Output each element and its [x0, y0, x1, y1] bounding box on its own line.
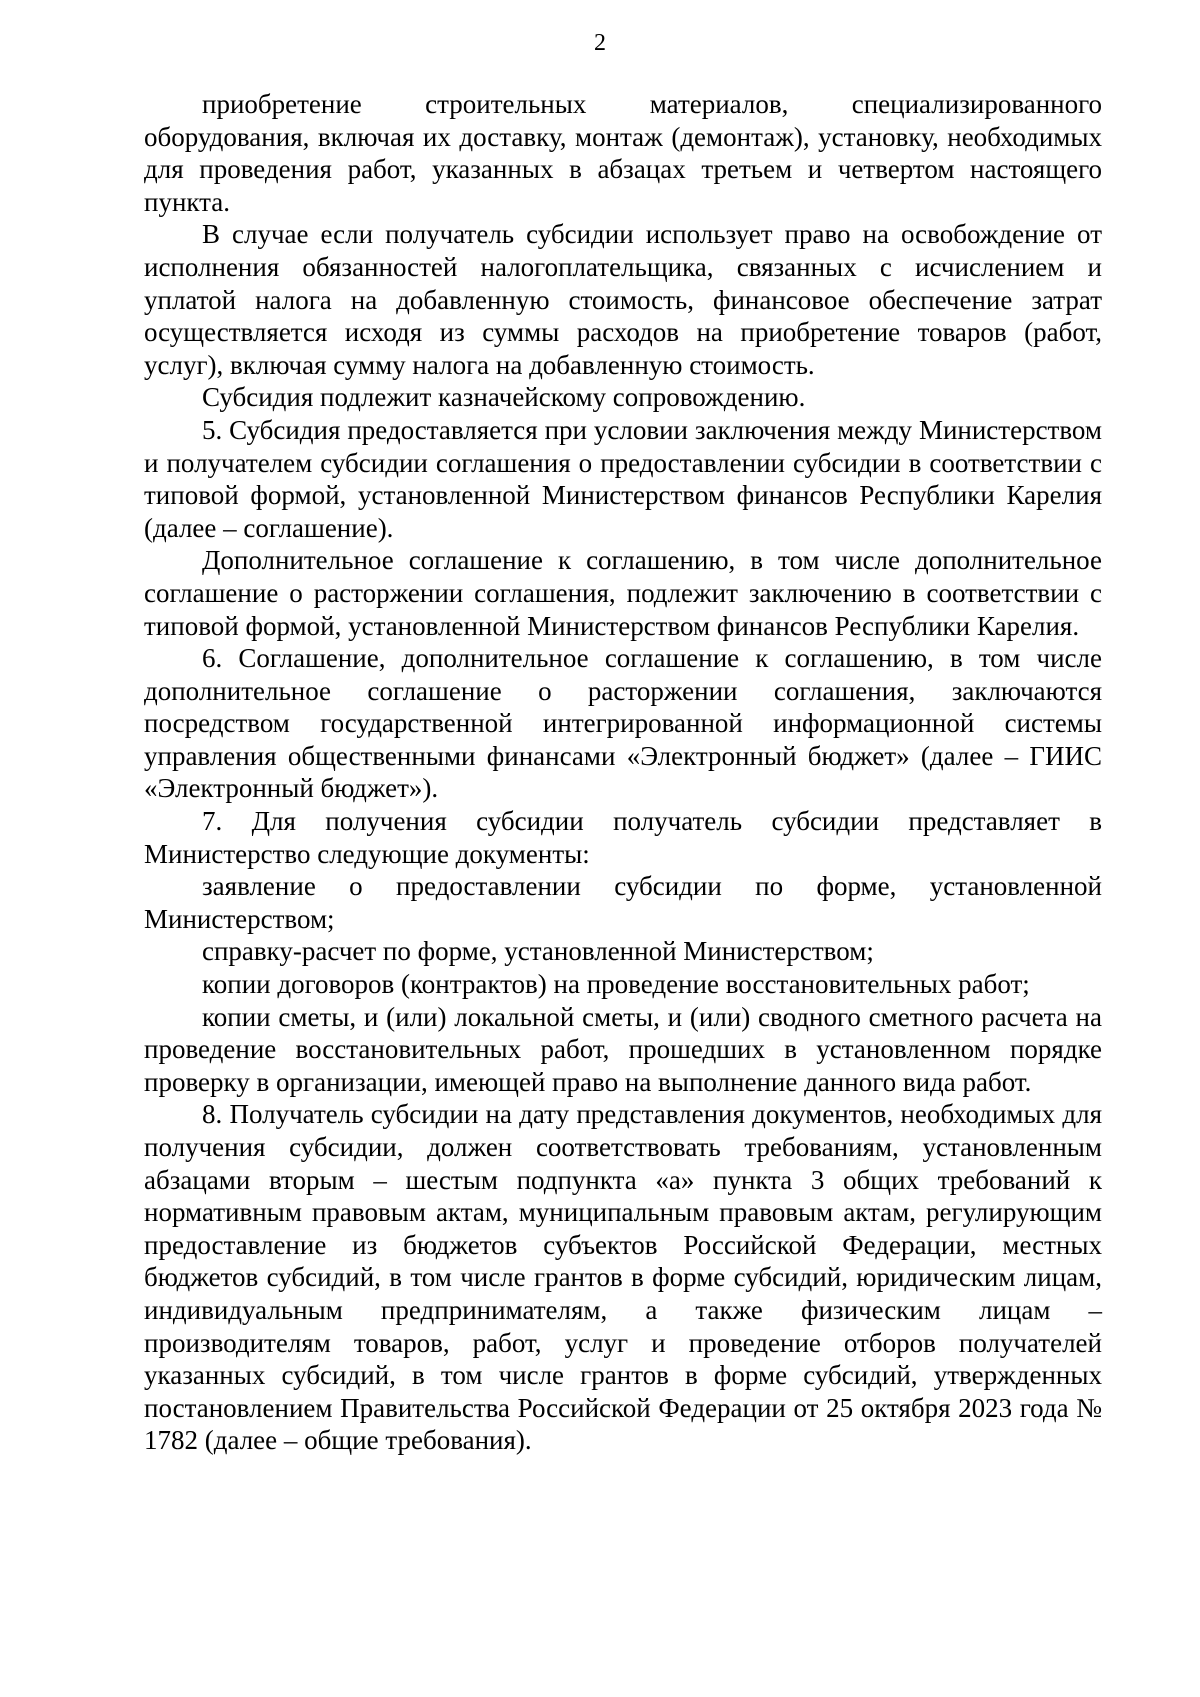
list-item-contracts: копии договоров (контрактов) на проведение восстановительных работ; [202, 969, 1030, 1000]
paragraph-item-5: 5. Субсидия предоставляется при условии заключения между Министерством и получателем субсидии соглашения о предоставлении субсидии в соответствии с типовой формой, установленной Министерством финансов Республики Карелия (далее – соглашение). [144, 414, 1102, 543]
list-item-estimates: копии сметы, и (или) локальной сметы, и (или) сводного сметного расчета на проведение восстановительных работ, прошедших в установленном порядке проверку в организации, имеющей право на выполнение данного вида работ. [144, 1001, 1102, 1097]
paragraph-additional-agreement: Дополнительное соглашение к соглашению, в том числе дополнительное соглашение о расторжении соглашения, подлежит заключению в соответствии с типовой формой, установленной Министерством финансов Республики Карелия. [144, 545, 1102, 641]
paragraph-item-6: 6. Соглашение, дополнительное соглашение к соглашению, в том числе дополнительное соглашение о расторжении соглашения, заключаются посредством государственной интегрированной информационной системы управления общественными финансами «Электронный бюджет» (далее – ГИИС «Электронный бюджет»). [144, 643, 1102, 804]
paragraph-item-7: 7. Для получения субсидии получатель субсидии представляет в Министерство следующие документы: [144, 806, 1102, 869]
list-item-calculation: справку-расчет по форме, установленной Министерством; [202, 936, 874, 967]
paragraph-vat-exemption: В случае если получатель субсидии использует право на освобождение от исполнения обязанностей налогоплательщика, связанных с исчислением и уплатой налога на добавленную стоимость, финансовое обеспечение затрат осуществляется исходя из суммы расходов на приобретение товаров (работ, услуг), включая сумму налога на добавленную стоимость. [144, 219, 1102, 380]
page-number: 2 [594, 30, 606, 56]
document-body [144, 88, 1102, 1457]
paragraph-treasury-support: Субсидия подлежит казначейскому сопровождению. [202, 382, 806, 413]
paragraph-materials: приобретение строительных материалов, специализированного оборудования, включая их доставку, монтаж (демонтаж), установку, необходимых для проведения работ, указанных в абзацах третьем и четвертом настоящего пункта. [144, 89, 1102, 217]
list-item-application: заявление о предоставлении субсидии по форме, установленной Министерством; [144, 871, 1102, 934]
paragraph-item-8: 8. Получатель субсидии на дату представления документов, необходимых для получения субсидии, должен соответствовать требованиям, установленным абзацами вторым – шестым подпункта «а» пункта 3 общих требований к нормативным правовым актам, муниципальным правовым актам, регулирующим предоставление из бюджетов субъектов Российской Федерации, местных бюджетов субсидий, в том числе грантов в форме субсидий, юридическим лицам, индивидуальным предпринимателям, а также физическим лицам – производителям товаров, работ, услуг и проведение отборов получателей указанных субсидий, в том числе грантов в форме субсидий, утвержденных постановлением Правительства Российской Федерации от 25 октября 2023 года № 1782 (далее – общие требования). [144, 1099, 1102, 1456]
